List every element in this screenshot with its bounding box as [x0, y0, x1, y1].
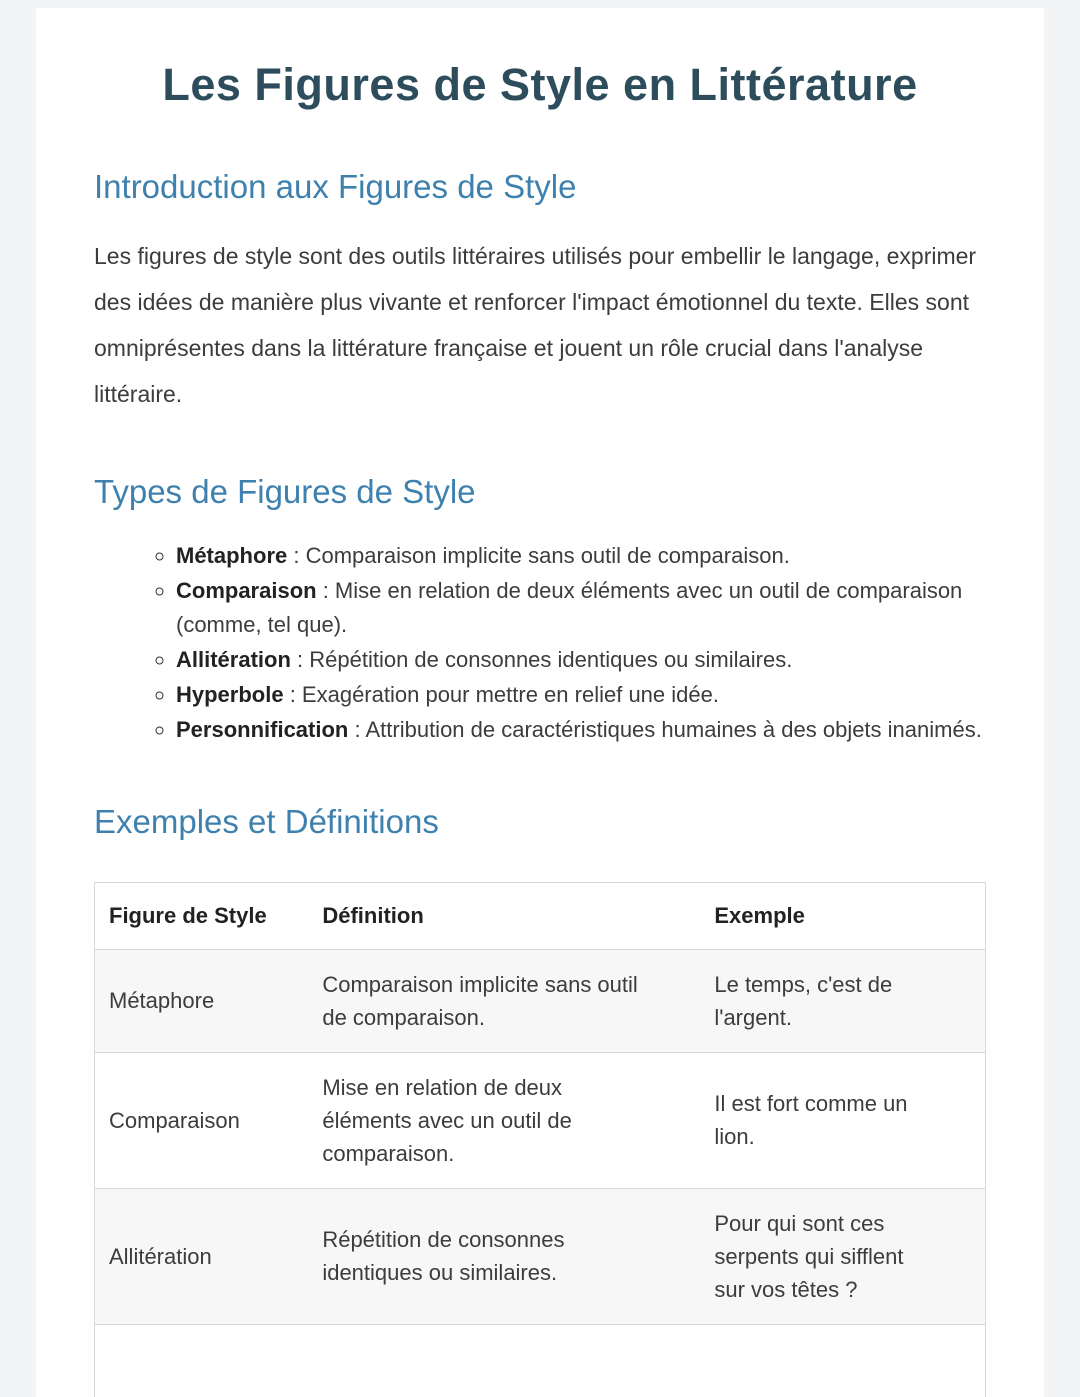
- list-item-term: Hyperbole: [176, 681, 284, 707]
- list-item-term: Comparaison: [176, 577, 317, 603]
- list-item-definition: : Attribution de caractéristiques humaines à des objets inanimés.: [348, 716, 982, 742]
- section-heading-introduction: Introduction aux Figures de Style: [94, 168, 577, 205]
- list-item: [176, 643, 986, 677]
- column-header-figure: Figure de Style: [95, 882, 309, 949]
- list-item: [176, 713, 986, 747]
- list-item: [176, 678, 986, 712]
- column-header-example: Exemple: [700, 882, 985, 949]
- list-item-definition: : Exagération pour mettre en relief une idée.: [283, 681, 719, 707]
- table-row: [95, 1052, 986, 1188]
- list-item-definition: : Mise en relation de deux éléments avec un outil de comparaison (comme, tel que).: [176, 577, 963, 637]
- table-cell-figure: Comparaison: [109, 1107, 240, 1133]
- figures-table: [94, 882, 986, 1397]
- list-item: [176, 539, 986, 573]
- table-cell-definition: [308, 1324, 700, 1397]
- document-page: [36, 8, 1044, 1397]
- list-item-definition: : Répétition de consonnes identiques ou similaires.: [290, 646, 793, 672]
- table-cell-definition: Répétition de consonnes identiques ou similaires.: [322, 1227, 565, 1286]
- list-item-term: Métaphore: [176, 542, 288, 568]
- table-cell-figure: Métaphore: [109, 988, 215, 1014]
- table-cell-example: Il est fort comme un lion.: [714, 1091, 908, 1150]
- table-cell-definition: Mise en relation de deux éléments avec un outil de comparaison.: [322, 1074, 572, 1166]
- section-heading-examples: Exemples et Définitions: [94, 802, 439, 840]
- table-row: [95, 949, 986, 1052]
- table-cell-definition: Comparaison implicite sans outil de comparaison.: [322, 971, 638, 1030]
- table-row-partial: [95, 1324, 986, 1397]
- types-list: [94, 539, 986, 747]
- list-item-definition: : Comparaison implicite sans outil de comparaison.: [287, 542, 790, 568]
- table-cell-example: [700, 1324, 985, 1397]
- table-cell-example: Le temps, c'est de l'argent.: [714, 971, 893, 1030]
- introduction-paragraph: Les figures de style sont des outils littéraires utilisés pour embellir le langage, exprimer des idées de manière plus vivante et renforcer l'impact émotionnel du texte. Elles sont omniprésentes dans la littérature française et jouent un rôle crucial dans l'analyse littéraire.: [94, 243, 977, 408]
- table-cell-example: Pour qui sont ces serpents qui sifflent sur vos têtes ?: [714, 1210, 904, 1302]
- table-header-row: [95, 882, 986, 949]
- table-cell-figure: Allitération: [109, 1243, 212, 1269]
- page-title: Les Figures de Style en Littérature: [162, 59, 918, 110]
- table-cell-figure: [95, 1324, 309, 1397]
- column-header-definition: Définition: [308, 882, 700, 949]
- list-item: [176, 574, 986, 642]
- list-item-term: Personnification: [176, 716, 349, 742]
- table-row: [95, 1188, 986, 1324]
- section-heading-types: Types de Figures de Style: [94, 473, 476, 511]
- list-item-term: Allitération: [176, 646, 291, 672]
